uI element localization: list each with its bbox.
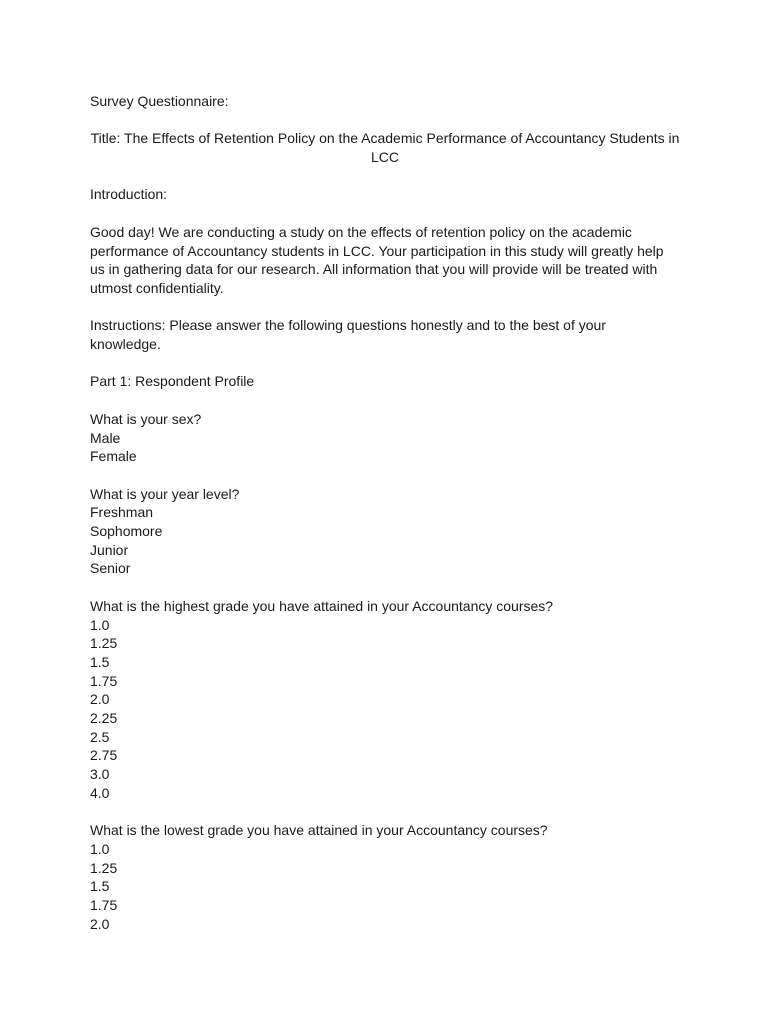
question-text: What is your sex? — [90, 410, 202, 427]
answer-option: Sophomore — [90, 523, 163, 540]
question-text: What is the highest grade you have attained in your Accountancy courses? — [90, 597, 554, 614]
answer-option: Junior — [90, 541, 129, 558]
answer-option: 2.75 — [90, 747, 118, 764]
answer-option: 1.0 — [90, 616, 110, 633]
question-year-level — [90, 485, 680, 579]
answer-option: 1.25 — [90, 859, 118, 876]
document-header: Survey Questionnaire: — [90, 93, 229, 109]
answer-option: 3.0 — [90, 766, 110, 783]
answer-option: 1.0 — [90, 840, 110, 857]
question-sex — [90, 410, 680, 466]
question-text: What is the lowest grade you have attained in your Accountancy courses? — [90, 822, 548, 839]
answer-option: Male — [90, 429, 121, 446]
answer-option: 4.0 — [90, 784, 110, 801]
answer-option: Freshman — [90, 504, 154, 521]
answer-option: Senior — [90, 560, 131, 577]
question-lowest-grade — [90, 821, 680, 933]
answer-option: 2.5 — [90, 728, 110, 745]
answer-option: 1.75 — [90, 672, 118, 689]
question-text: What is your year level? — [90, 485, 240, 502]
introduction-text: Good day! We are conducting a study on the effects of retention policy on the academic performance of Accountancy students in LCC. Your participation in this study will greatly help us in gathering data for our research. All information that you will provide will be treated with utmost confidentiality. — [90, 223, 664, 296]
answer-option: 1.25 — [90, 635, 118, 652]
answer-option: 1.75 — [90, 897, 118, 914]
answer-option: 2.0 — [90, 915, 110, 932]
answer-option: 1.5 — [90, 653, 110, 670]
instructions-text: Instructions: Please answer the following questions honestly and to the best of your knowledge. — [90, 317, 606, 353]
document-title: Title: The Effects of Retention Policy on the Academic Performance of Accountancy Students in LCC — [90, 130, 680, 166]
answer-option: 2.0 — [90, 691, 110, 708]
answer-option: 2.25 — [90, 710, 118, 727]
part1-heading: Part 1: Respondent Profile — [90, 373, 255, 390]
answer-option: Female — [90, 448, 137, 465]
introduction-heading: Introduction: — [90, 186, 168, 203]
question-highest-grade — [90, 597, 680, 803]
document-page — [90, 92, 680, 952]
answer-option: 1.5 — [90, 878, 110, 895]
